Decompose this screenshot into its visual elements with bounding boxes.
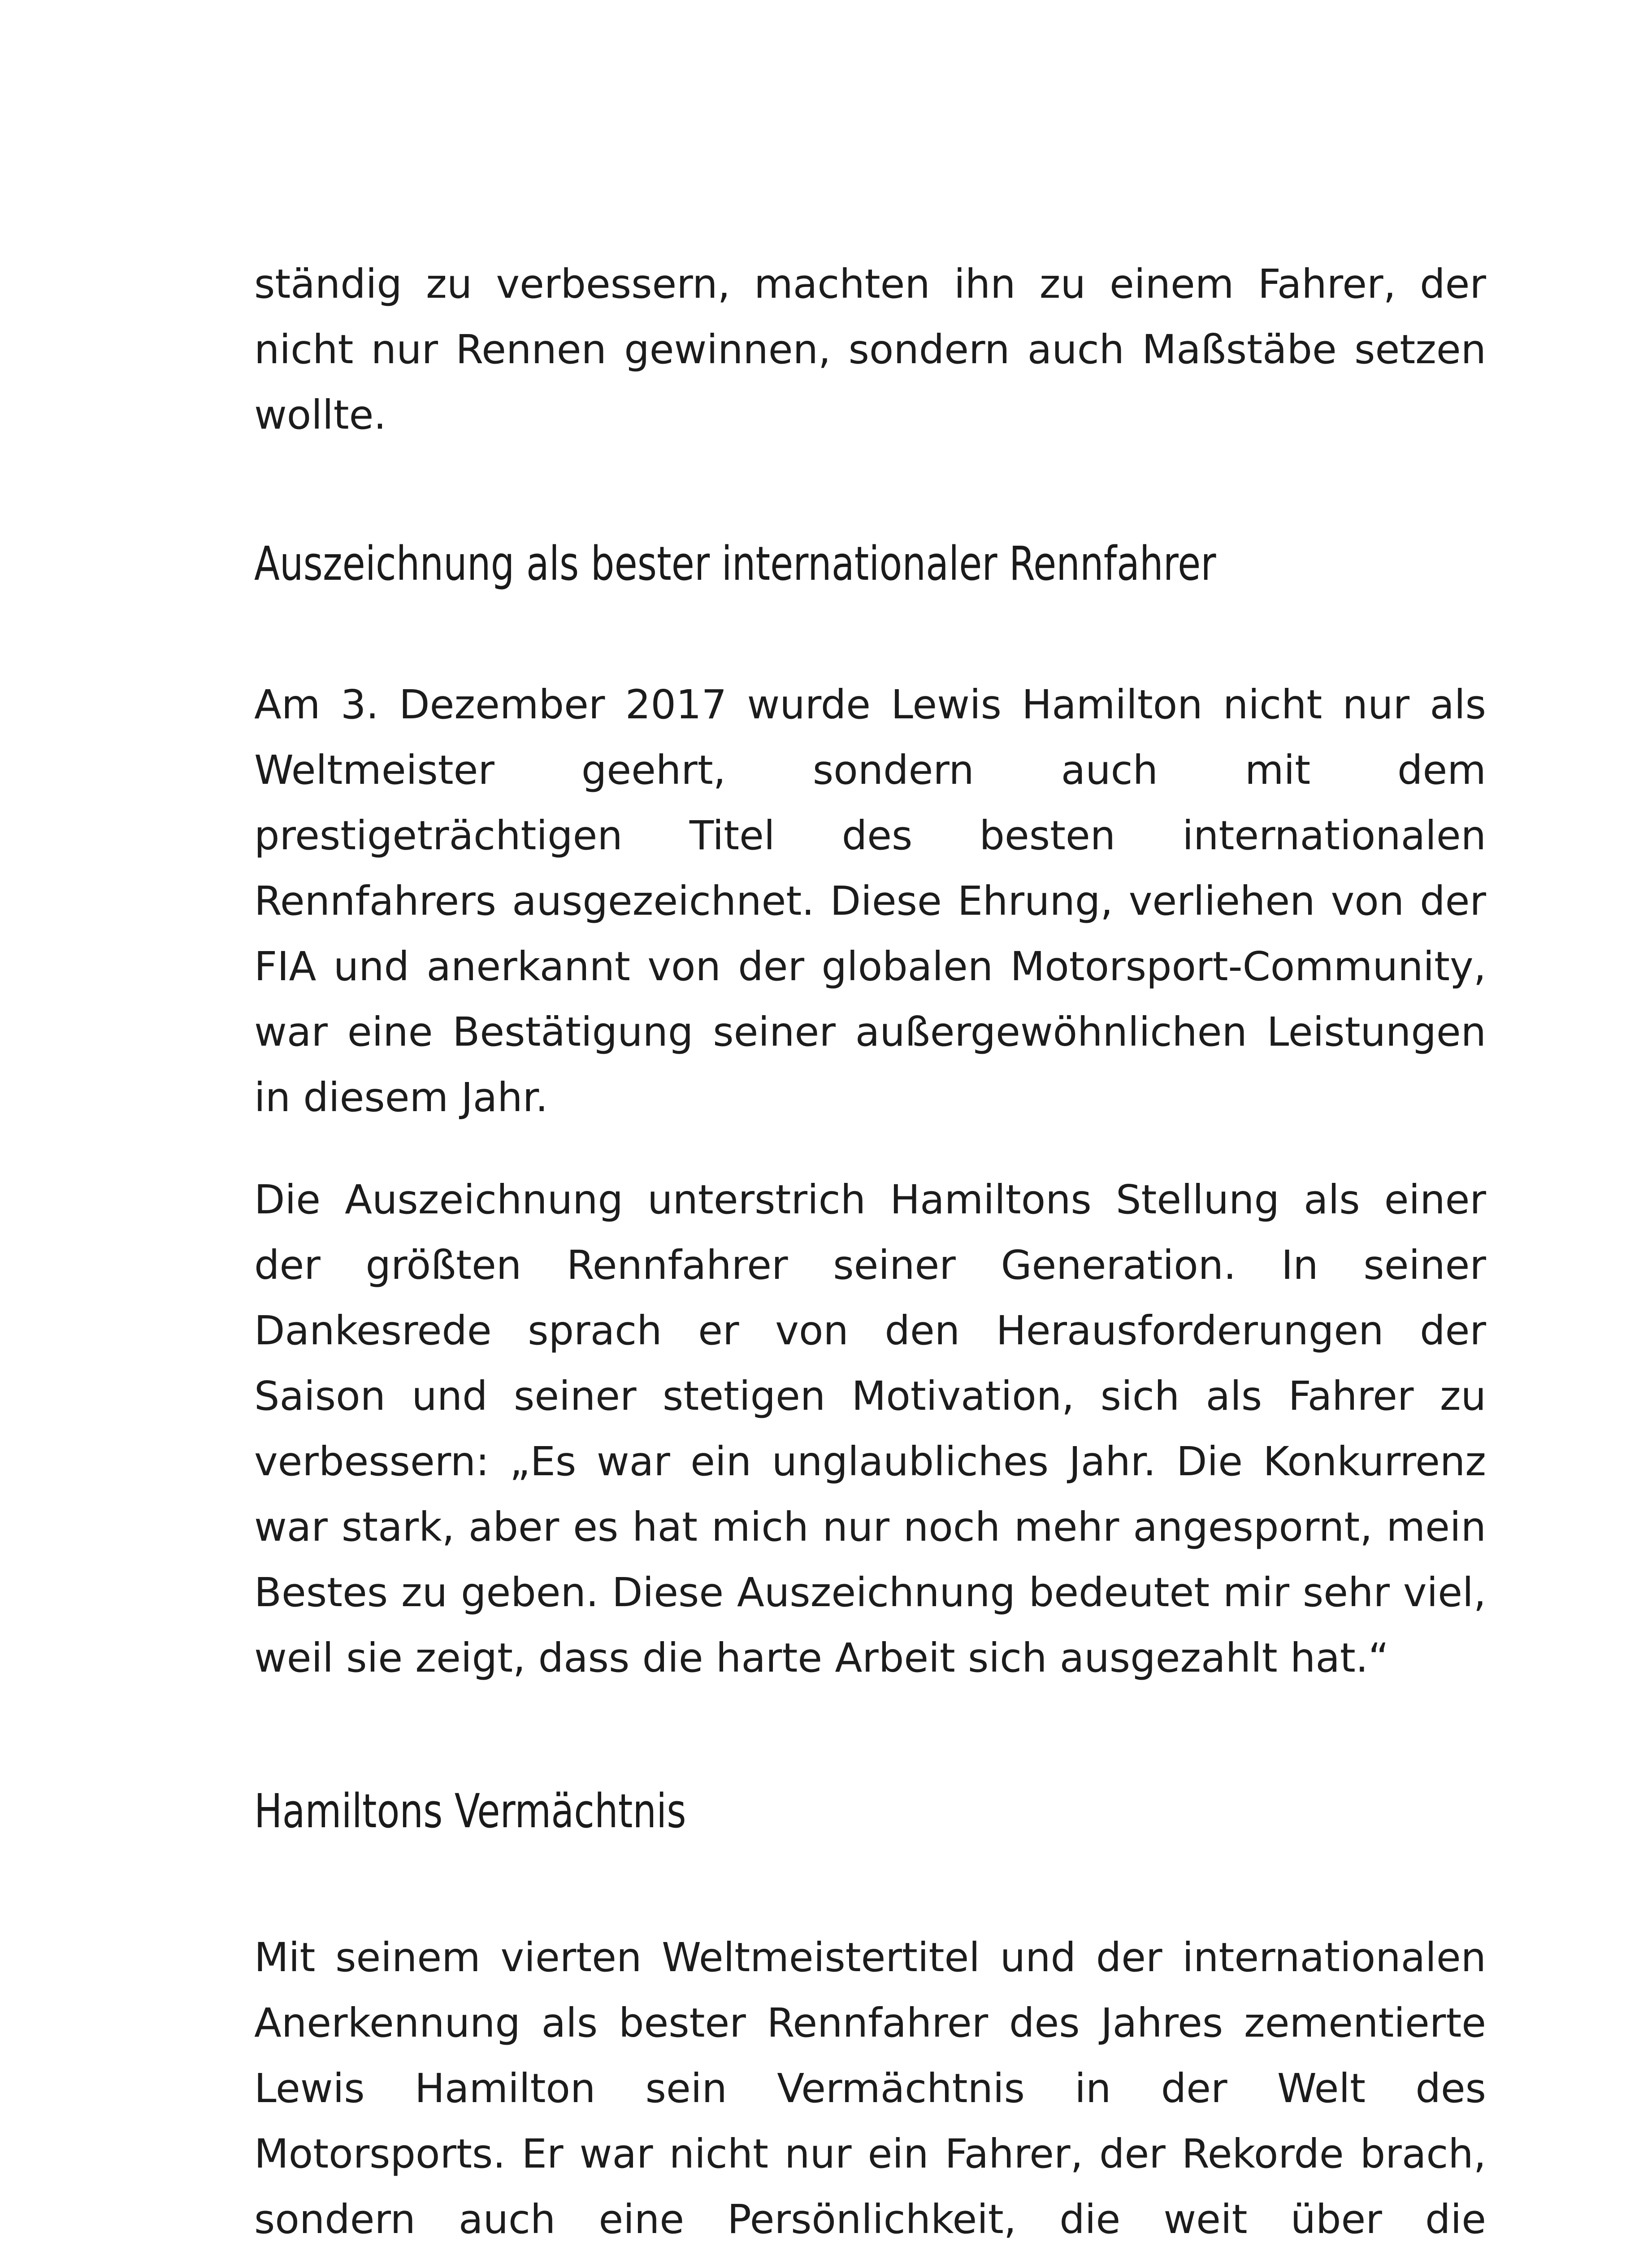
paragraph-legacy: Mit seinem vierten Weltmeistertitel und der internationalen Anerkennung als bester Rennfahrer des Jahres zementierte Lewis Hamilton sein Vermächtnis in der Welt des Motorsports. Er war nicht nur ein Fahrer, der Rekorde brach, sondern auch eine Persönlichkeit, die weit über die: [254, 1934, 1486, 2242]
section-heading-legacy: Hamiltons Vermächtnis: [254, 1784, 686, 1838]
paragraph-award-intro: Am 3. Dezember 2017 wurde Lewis Hamilton nicht nur als Weltmeister geehrt, sondern auch mit dem prestigeträchtigen Titel des besten internationalen Rennfahrers ausgezeichnet. Diese Ehrung, verliehen von der FIA und anerkannt von der globalen Motorsport-Community, war eine Bestätigung seiner außergewöhnlichen Leistungen in diesem Jahr.: [254, 681, 1486, 1121]
section-heading-award: Auszeichnung als bester internationaler Rennfahrer: [254, 536, 1216, 591]
paragraph-continuation: ständig zu verbessern, machten ihn zu einem Fahrer, der nicht nur Rennen gewinnen, sondern auch Maßstäbe setzen wollte.: [254, 261, 1486, 438]
paragraph-award-speech: Die Auszeichnung unterstrich Hamiltons Stellung als einer der größten Rennfahrer seiner Generation. In seiner Dankesrede sprach er von den Herausforderungen der Saison und seiner stetigen Motivation, sich als Fahrer zu verbessern: „Es war ein unglaubliches Jahr. Die Konkurrenz war stark, aber es hat mich nur noch mehr angespornt, mein Bestes zu geben. Diese Auszeichnung bedeutet mir sehr viel, weil sie zeigt, dass die harte Arbeit sich ausgezahlt hat.“: [254, 1176, 1486, 1681]
page-content: [254, 251, 1486, 2242]
